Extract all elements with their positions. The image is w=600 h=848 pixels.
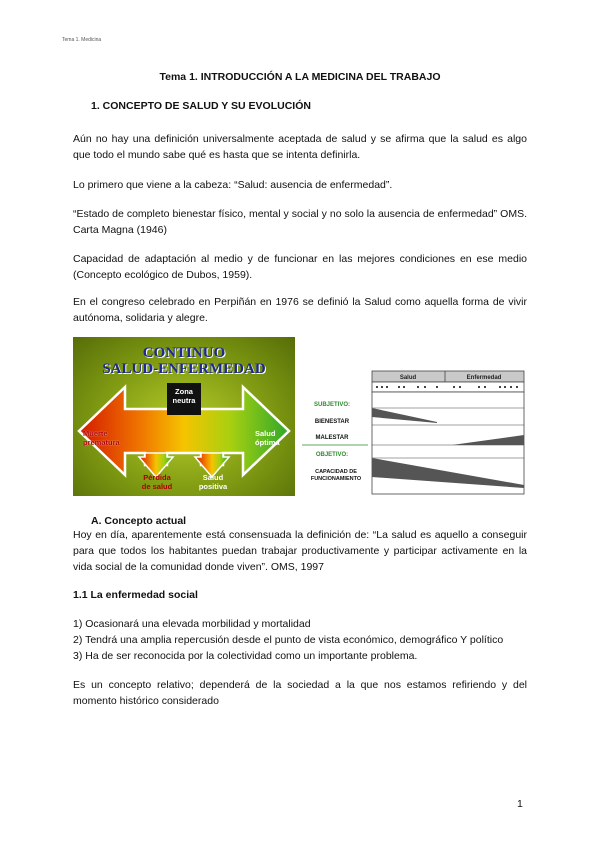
continuum-figure	[73, 337, 295, 496]
paragraph-last: Es un concepto relativo; dependerá de la sociedad a la que nos estamos refiriendo y del momento histórico considerado	[73, 679, 527, 707]
document-title: Tema 1. INTRODUCCIÓN A LA MEDICINA DEL TRABAJO	[159, 71, 441, 83]
list-item: 3) Ha de ser reconocida por la colectividad como un importante problema.	[73, 650, 418, 662]
list-item: 2) Tendrá una amplia repercusión desde el punto de vista económico, demográfico Y político	[73, 634, 504, 646]
perdida-de-salud-label: Pérdida de salud	[141, 473, 173, 491]
paragraph-4: Capacidad de adaptación al medio y de funcionar en las mejores condiciones en ese medio (Concepto ecológico de Dubos, 1959).	[73, 253, 527, 281]
label-bienestar: BIENESTAR	[314, 419, 350, 425]
label-capacidad-2: FUNCIONAMIENTO	[310, 476, 362, 482]
salud-positiva-label: Salud positiva	[198, 473, 228, 491]
label-capacidad-1: CAPACIDAD DE	[315, 469, 357, 475]
label-objetivo: OBJETIVO:	[315, 452, 349, 458]
label-subjetivo: SUBJETIVO:	[313, 402, 351, 408]
paragraph-3: “Estado de completo bienestar físico, mental y social y no solo la ausencia de enfermedad” OMS. Carta Magna (1946)	[73, 208, 527, 236]
page-number: 1	[517, 798, 523, 810]
zona-neutra-label: Zona neutra	[172, 387, 196, 405]
paragraph-5: En el congreso celebrado en Perpiñán en 1976 se definió la Salud como aquella forma de vivir autónoma, solidaria y alegre.	[73, 296, 527, 324]
list-item: 1) Ocasionará una elevada morbilidad y mortalidad	[73, 618, 311, 630]
continuum-title-1: CONTINUO	[142, 345, 226, 361]
header-salud: Salud	[399, 375, 417, 381]
page-header: Tema 1. Medicina	[62, 37, 102, 43]
section-heading-1: 1. CONCEPTO DE SALUD Y SU EVOLUCIÓN	[91, 100, 311, 112]
paragraph-a: Hoy en día, aparentemente está consensuada la definición de: “La salud es aquello a conseguir para que todos los habitantes puedan trabajar productivamente y participar activamente en la vida social de la comunidad donde viven”. OMS, 1997	[73, 529, 527, 573]
label-malestar: MALESTAR	[315, 435, 349, 441]
enfermedad-social-list	[73, 616, 527, 664]
continuum-title-2: SALUD-ENFERMEDAD	[102, 361, 266, 377]
section-heading-a: A. Concepto actual	[91, 515, 187, 527]
table-scale-row	[372, 382, 524, 392]
paragraph-2: Lo primero que viene a la cabeza: “Salud: ausencia de enfermedad”.	[73, 179, 393, 191]
muerte-prematura-label: Muerte prematura	[83, 429, 120, 447]
paragraph-1: Aún no hay una definición universalmente aceptada de salud y se afirma que la salud es algo que todo el mundo sabe qué es hasta que se intenta definirla.	[73, 133, 527, 161]
salud-optima-label: Salud óptima	[255, 429, 280, 447]
salud-enfermedad-table	[302, 370, 526, 495]
header-enfermedad: Enfermedad	[466, 375, 502, 381]
section-heading-1-1: 1.1 La enfermedad social	[73, 589, 198, 601]
